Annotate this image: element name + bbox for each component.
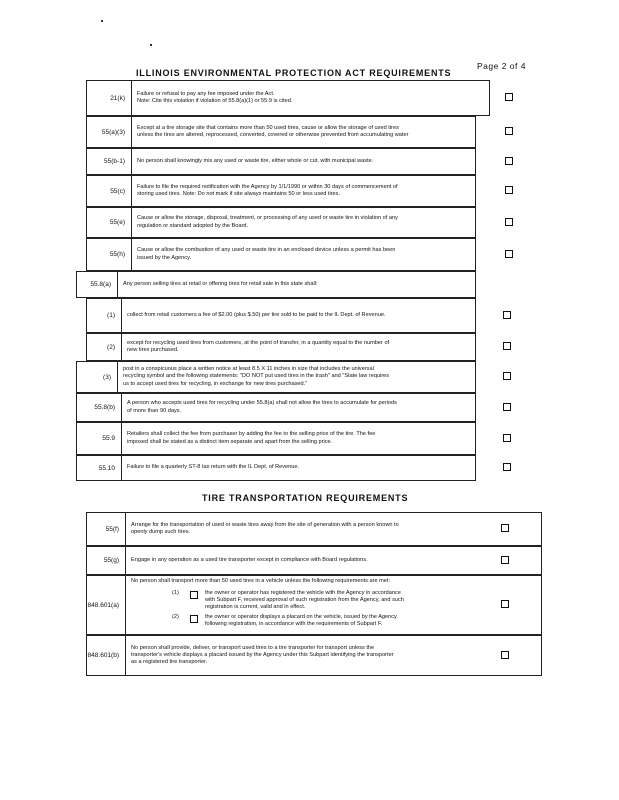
compliance-checkbox[interactable] [501,651,509,659]
sub-item-number: (1) [172,590,179,596]
table-row [86,298,476,333]
citation-code: 55.9 [102,435,115,442]
column-divider [121,334,122,360]
table-row [76,422,476,455]
table-row [86,512,542,546]
compliance-checkbox[interactable] [503,372,511,380]
table-row [76,271,476,298]
citation-code: 55(a)(3) [101,128,125,136]
text-line: Cause or allow the storage, disposal, treatment, or processing of any used or waste tire in violation of any [137,215,398,222]
citation-code: 55(g) [103,557,119,564]
table-row [86,546,542,575]
compliance-checkbox[interactable] [505,157,513,165]
compliance-checkbox[interactable] [505,127,513,135]
table-row [86,575,542,635]
text-line: Arrange for the transportation of used or waste tires away from the site of generation with a person known to [131,521,399,528]
text-line: Retailers shall collect the fee from purchaser by adding the fee to the selling price of the tire. The fee [127,431,376,438]
text-line: Failure to file the required notification with the Agency by 1/1/1990 or within 30 days of commencement of [137,183,398,190]
table-row [86,175,476,207]
citation-code: 55(f) [105,525,119,533]
citation-code: 848.601(a) [87,601,119,609]
page-title: ILLINOIS ENVIRONMENTAL PROTECTION ACT REQUIREMENTS [136,68,452,78]
scan-dot [150,44,152,46]
citation-code: 848.601(b) [87,652,119,659]
citation-code: 55.8(a) [90,281,111,288]
compliance-checkbox[interactable] [505,93,513,101]
requirement-text [127,299,473,332]
text-line: issued by the Agency. [137,254,192,261]
text-line: Any person selling tires at retail or offering tires for retail sale in this state shall: [123,280,318,287]
text-line: unless the tires are altered, reprocessed, converted, covered or otherwise prevented from accumulating water [137,132,409,138]
text-line: transporter's vehicle displays a placard issued by the Agency under this Subpart identifying the transporter [131,651,394,658]
column-divider [131,176,132,206]
sub-item-text [205,614,397,628]
compliance-checkbox[interactable] [501,600,509,608]
text-line: regulation or standard adopted by the Board. [137,222,249,229]
citation-code: (2) [107,343,115,351]
text-line: registration is current, valid and in effect. [205,604,306,611]
table-row [76,393,476,422]
requirement-text [131,513,539,545]
citation-code: 55.10 [98,464,115,472]
column-divider [117,272,118,297]
requirement-text [137,208,473,237]
text-line: A person who accepts used tires for recycling under 55.8(a) shall not allow the tires to accumulate for periods [127,400,397,407]
text-line: Failure to file a quarterly ST-8 tax return with the IL Dept. of Revenue. [127,464,300,471]
compliance-checkbox[interactable] [501,524,509,532]
citation-code: (1) [107,312,115,319]
column-divider [125,513,126,545]
compliance-checkbox[interactable] [503,463,511,471]
column-divider [121,423,122,454]
table-row [86,635,542,676]
text-line: following registration, in accordance with the requirements of Subpart F. [205,621,383,628]
text-line: Cause or allow the combustion of any used or waste tire in an enclosed device unless a permit has been [137,247,396,254]
compliance-checkbox[interactable] [503,342,511,350]
compliance-checkbox[interactable] [503,311,511,319]
requirement-text [137,117,473,147]
text-line: of more than 90 days. [127,407,182,414]
citation-code: 21(k) [110,94,125,102]
table-row [86,333,476,361]
text-line: us to accept used tires for recycling, in exchange for new tires purchased." [123,380,308,387]
text-line: as a registered tire transporter. [131,659,208,666]
requirement-text [137,81,487,115]
requirement-text [123,362,473,392]
text-line: openly dump such tires. [131,529,191,535]
citation-code: 55(e) [109,219,125,226]
table-row [86,207,476,238]
compliance-checkbox[interactable] [505,218,513,226]
text-line: with Subpart F, received approval of such registration from the Agency, and such [205,597,404,604]
text-line: No person shall knowingly mix any used or waste tire, either whole or cut, with municipal waste. [137,157,374,164]
table-row [76,361,476,393]
compliance-checkbox[interactable] [505,250,513,258]
text-line: Except at a tire storage site that contains more than 50 used tires, cause or allow the storage of used tires [137,124,399,131]
table-row [86,238,476,271]
text-line: Engage in any operation as a used tire transporter except in compliance with Board regulations. [131,556,368,563]
text-line: the owner or operator displays a placard on the vehicle, issued by the Agency [205,614,397,620]
text-line: post in a conspicuous place a written notice at least 8.5 X 11 inches in size that includes the universal [123,366,374,373]
text-line: Failure or refusal to pay any fee imposed under the Act. [137,90,275,97]
requirement-text [131,636,539,675]
column-divider [131,208,132,237]
text-line: No person shall transport more than 50 used tires in a vehicle unless the following requirements are met: [131,578,391,584]
column-divider [131,149,132,174]
citation-code: 55.8(b) [94,404,115,411]
table-row [86,148,476,175]
column-divider [121,456,122,480]
citation-code: 55(c) [110,187,125,195]
requirement-text [131,547,539,574]
column-divider [131,81,132,115]
section-title: TIRE TRANSPORTATION REQUIREMENTS [202,493,409,503]
text-line: Note: Cite this violation if violation of 55.8(a)(1) or 55.9 is cited. [137,98,293,104]
sub-item-checkbox[interactable] [190,615,198,623]
requirement-text [127,456,473,480]
column-divider [125,636,126,675]
text-line: recycling symbol and the following statements: "DO NOT put used tires in the trash" and "State law requires [123,373,390,380]
requirement-text [127,394,473,421]
column-divider [131,239,132,270]
requirement-text [137,149,473,174]
column-divider [125,547,126,574]
text-line: No person shall provide, deliver, or transport used tires to a tire transporter for transport unless the [131,644,375,651]
compliance-checkbox[interactable] [503,434,511,442]
citation-code: 55(b-1) [104,158,125,165]
compliance-checkbox[interactable] [503,403,511,411]
text-line: except for recycling used tires from customers, at the point of transfer, in a quantity equal to the number of [127,339,390,346]
text-line: the owner or operator has registered the vehicle with the Agency in accordance [205,590,401,596]
requirement-text [123,272,473,297]
citation-code: (3) [103,373,111,381]
column-divider [131,117,132,147]
requirement-text [127,334,473,360]
column-divider [125,576,126,634]
column-divider [121,394,122,421]
sub-item-checkbox[interactable] [190,591,198,599]
sub-item-text [205,590,404,612]
text-line: new tires purchased. [127,347,179,353]
requirement-text [127,423,473,454]
compliance-checkbox[interactable] [501,556,509,564]
citation-code: 55(h) [109,251,125,258]
scan-dot [101,20,103,22]
requirement-text [137,239,473,270]
table-row [86,80,490,116]
compliance-checkbox[interactable] [505,186,513,194]
text-line: collect from retail customers a fee of $2.00 (plus $.50) per tire sold to be paid to the IL Dept. of Revenue. [127,311,386,318]
requirement-text [137,176,473,206]
column-divider [121,299,122,332]
column-divider [117,362,118,392]
text-line: storing used tires. Note: Do not mark if site always maintains 50 or less used tires. [137,191,341,197]
page-number: Page 2 of 4 [477,61,526,71]
text-line: imposed shall be stated as a distinct item separate and apart from the selling price. [127,438,333,445]
table-row [86,116,476,148]
table-row [76,455,476,481]
sub-item-number: (2) [172,614,179,620]
